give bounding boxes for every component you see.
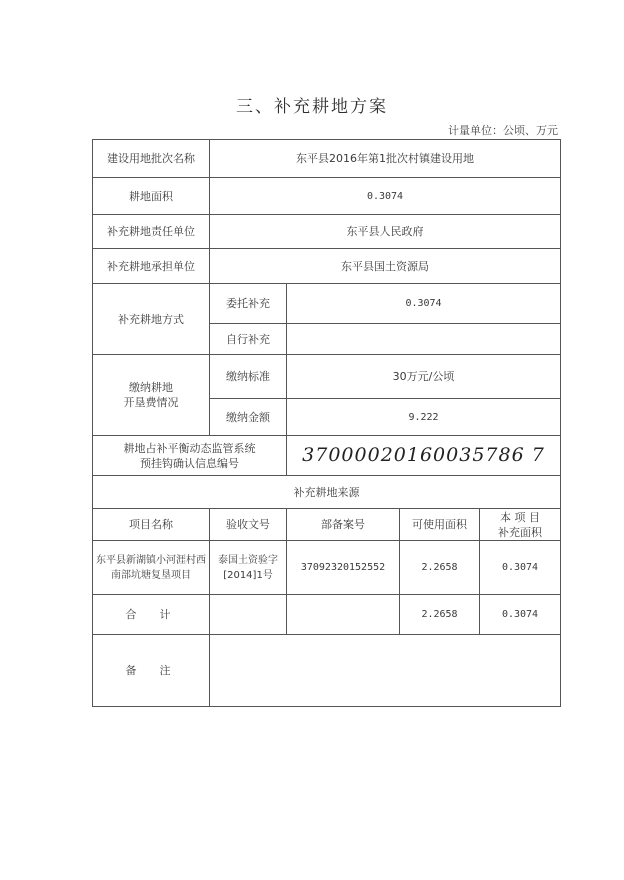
total-acceptance-empty: [210, 595, 287, 635]
batch-name-row: [93, 140, 561, 178]
fee-standard-value: 30万元/公顷: [287, 355, 561, 399]
row-available-area: 2.2658: [400, 541, 480, 595]
page-title: 三、补充耕地方案: [236, 97, 388, 117]
responsible-label: 补充耕地责任单位: [93, 215, 210, 249]
unit-note: 计量单位：公顷、万元: [448, 124, 558, 137]
entrusted-row: [93, 284, 561, 324]
batch-name-value: 东平县2016年第1批次村镇建设用地: [210, 140, 561, 178]
area-value: 0.3074: [210, 178, 561, 215]
fee-standard-row: [93, 355, 561, 399]
total-row: [93, 595, 561, 635]
header-project-name: 项目名称: [93, 509, 210, 541]
entrusted-value: 0.3074: [287, 284, 561, 324]
self-label: 自行补充: [210, 324, 287, 355]
fee-standard-label: 缴纳标准: [210, 355, 287, 399]
fee-label-line2: 开垦费情况: [123, 396, 179, 409]
row-acceptance-no: 泰国土资验字[2014]1号: [210, 541, 287, 595]
source-heading: 补充耕地来源: [93, 476, 561, 509]
total-label: 合 计: [93, 595, 210, 635]
fee-label: [93, 355, 210, 436]
system-label-line2: 预挂钩确认信息编号: [140, 456, 239, 470]
area-label: 耕地面积: [93, 178, 210, 215]
header-this-area-line2: 补充面积: [498, 525, 542, 539]
remarks-label: 备 注: [93, 635, 210, 707]
system-row: [93, 436, 561, 476]
row-project-name: 东平县新湖镇小河涯村西南部坑塘复垦项目: [93, 541, 210, 595]
self-value: [287, 324, 561, 355]
entrusted-label: 委托补充: [210, 284, 287, 324]
undertaker-row: [93, 249, 561, 284]
area-row: [93, 178, 561, 215]
method-label: 补充耕地方式: [93, 284, 210, 355]
remarks-row: [93, 635, 561, 707]
system-label-line1: 耕地占补平衡动态监管系统: [123, 441, 256, 455]
fee-amount-label: 缴纳金额: [210, 399, 287, 436]
undertaker-value: 东平县国土资源局: [210, 249, 561, 284]
responsible-value: 东平县人民政府: [210, 215, 561, 249]
fee-label-line1: 缴纳耕地: [129, 381, 173, 394]
header-this-area: [480, 509, 561, 541]
responsible-row: [93, 215, 561, 249]
total-available-area: 2.2658: [400, 595, 480, 635]
source-data-row: [93, 541, 561, 595]
supplementary-farmland-table: [92, 139, 561, 707]
header-available-area: 可使用面积: [400, 509, 480, 541]
row-filing-no: 37092320152552: [287, 541, 400, 595]
batch-name-label: 建设用地批次名称: [93, 140, 210, 178]
system-label: [93, 436, 287, 476]
row-this-area: 0.3074: [480, 541, 561, 595]
header-filing-no: 部备案号: [287, 509, 400, 541]
undertaker-label: 补充耕地承担单位: [93, 249, 210, 284]
remarks-value: [210, 635, 561, 707]
header-acceptance-no: 验收文号: [210, 509, 287, 541]
source-heading-row: [93, 476, 561, 509]
fee-amount-value: 9.222: [287, 399, 561, 436]
total-this-area: 0.3074: [480, 595, 561, 635]
total-filing-empty: [287, 595, 400, 635]
system-code-handwritten: 37000020160035786 7: [287, 436, 561, 476]
source-header-row: [93, 509, 561, 541]
header-this-area-line1: 本 项 目: [500, 510, 540, 524]
